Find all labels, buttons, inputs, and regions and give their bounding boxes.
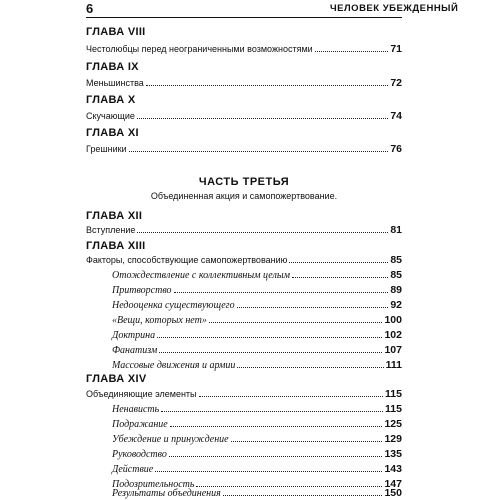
toc-entry-title: Факторы, способствующие самопожертвованию	[86, 255, 288, 265]
toc-subentry	[112, 432, 402, 445]
toc-subentry-page: 147	[384, 478, 402, 490]
toc-subentry	[112, 447, 402, 460]
toc-entry	[86, 142, 402, 155]
toc-entry-title: Грешники	[86, 144, 127, 154]
toc-subentry	[112, 343, 402, 356]
toc-subentry-title: Убеждение и принуждение	[112, 434, 229, 445]
dot-leader	[315, 51, 389, 52]
toc-entry	[86, 109, 402, 122]
page-number: 6	[86, 1, 94, 16]
toc-subentry-title: Доктрина	[112, 330, 156, 341]
part-subtitle: Объединенная акция и самопожертвование.	[150, 191, 338, 201]
dot-leader	[155, 471, 382, 472]
chapter-heading: ГЛАВА X	[86, 94, 136, 106]
toc-entry	[86, 76, 402, 89]
toc-subentry-title: Притворство	[112, 285, 172, 296]
toc-entry-page: 71	[390, 43, 402, 55]
toc-subentry	[112, 402, 402, 415]
toc-subentry-title: Отождествление с коллективным целым	[112, 270, 291, 281]
toc-subentry-page: 92	[390, 299, 402, 311]
toc-entry-title: Скучающие	[86, 111, 135, 121]
dot-leader	[157, 337, 382, 338]
toc-subentry	[112, 298, 402, 311]
toc-entry-title: Честолюбцы перед неограниченными возможностями	[86, 44, 313, 54]
toc-subentry-page: 102	[384, 329, 402, 341]
toc-subentry-page: 111	[385, 359, 402, 371]
toc-subentry-title: Ненависть	[112, 404, 160, 415]
toc-subentry	[112, 328, 402, 341]
dot-leader	[161, 411, 383, 412]
dot-leader	[170, 426, 383, 427]
toc-subentry	[112, 417, 402, 430]
header-rule	[86, 17, 402, 18]
toc-subentry-title: Недооценка существующего	[112, 300, 235, 311]
chapter-heading: ГЛАВА XI	[86, 127, 139, 139]
toc-subentry-page: 125	[384, 418, 402, 430]
toc-subentry-page: 129	[384, 433, 402, 445]
toc-entry	[86, 253, 402, 266]
toc-entry-page: 81	[390, 224, 402, 236]
dot-leader	[169, 456, 383, 457]
chapter-heading: ГЛАВА XIII	[86, 240, 146, 252]
toc-entry	[86, 42, 402, 55]
dot-leader	[237, 367, 383, 368]
dot-leader	[237, 307, 389, 308]
dot-leader	[289, 262, 388, 263]
toc-subentry-page: 115	[385, 403, 402, 415]
toc-subentry-title: Действие	[112, 464, 154, 475]
part-title: ЧАСТЬ ТРЕТЬЯ	[198, 176, 290, 188]
dot-leader	[146, 85, 389, 86]
toc-subentry-title: «Вещи, которых нет»	[112, 315, 207, 326]
toc-subentry-title: Результаты объединения	[112, 488, 221, 499]
toc-entry-title: Меньшинства	[86, 78, 144, 88]
toc-subentry-title: Подражание	[112, 419, 168, 430]
toc-entry-page: 85	[390, 254, 402, 266]
chapter-heading: ГЛАВА XII	[86, 210, 143, 222]
toc-entry	[86, 387, 402, 400]
toc-subentry-page: 85	[390, 269, 402, 281]
dot-leader	[223, 495, 383, 496]
toc-subentry	[112, 462, 402, 475]
chapter-heading: ГЛАВА IX	[86, 61, 139, 73]
dot-leader	[292, 277, 388, 278]
toc-subentry-page: 143	[384, 463, 402, 475]
chapter-heading: ГЛАВА VIII	[86, 26, 146, 38]
toc-subentry-title: Подозрительность	[112, 479, 195, 490]
toc-subentry-title: Массовые движения и армии	[112, 360, 236, 371]
toc-subentry-page: 150	[384, 487, 402, 499]
toc-entry	[86, 223, 402, 236]
chapter-heading: ГЛАВА XIV	[86, 373, 147, 385]
toc-subentry-title: Руководство	[112, 449, 167, 460]
toc-subentry	[112, 486, 402, 499]
dot-leader	[209, 322, 383, 323]
toc-entry-page: 74	[390, 110, 402, 122]
toc-subentry-page: 89	[390, 284, 402, 296]
toc-subentry-page: 107	[384, 344, 402, 356]
dot-leader	[137, 118, 388, 119]
running-title: ЧЕЛОВЕК УБЕЖДЕННЫЙ	[330, 3, 459, 14]
dot-leader	[199, 396, 384, 397]
toc-subentry	[112, 358, 402, 371]
dot-leader	[174, 292, 389, 293]
toc-entry-title: Объединяющие элементы	[86, 389, 197, 399]
dot-leader	[231, 441, 383, 442]
toc-subentry	[112, 313, 402, 326]
toc-subentry-page: 100	[384, 314, 402, 326]
dot-leader	[159, 352, 382, 353]
dot-leader	[129, 151, 389, 152]
dot-leader	[137, 232, 388, 233]
toc-entry-title: Вступление	[86, 225, 136, 235]
toc-entry-page: 72	[390, 77, 402, 89]
toc-entry-page: 76	[390, 143, 402, 155]
toc-subentry-page: 135	[384, 448, 402, 460]
toc-subentry-title: Фанатизм	[112, 345, 158, 356]
toc-entry-page: 115	[385, 388, 402, 400]
toc-subentry	[112, 283, 402, 296]
toc-subentry	[112, 268, 402, 281]
